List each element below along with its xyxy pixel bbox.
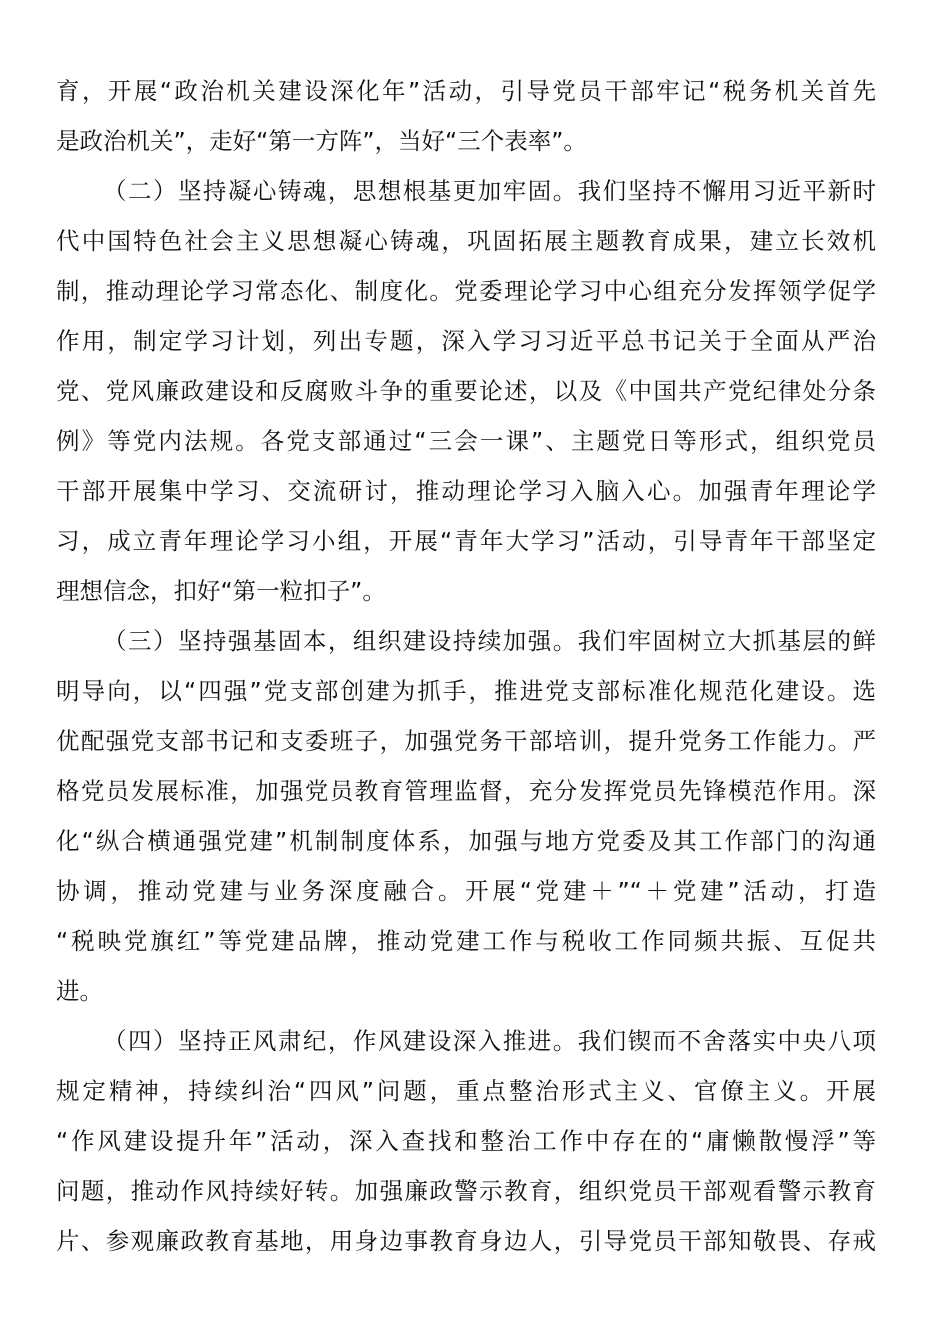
text-line: 片、参观廉政教育基地，用身边事教育身边人，引导党员干部知敬畏、存戒 [56, 1227, 876, 1255]
text-line: 作用，制定学习计划，列出专题，深入学习习近平总书记关于全面从严治 [56, 327, 876, 355]
text-line: 优配强党支部书记和支委班子，加强党务干部培训，提升党务工作能力。严 [56, 727, 876, 755]
text-line: （三）坚持强基固本，组织建设持续加强。我们牢固树立大抓基层的鲜 [103, 627, 876, 655]
paragraph-3 [56, 616, 876, 1016]
paragraph-4 [56, 1016, 876, 1266]
text-line: 代中国特色社会主义思想凝心铸魂，巩固拓展主题教育成果，建立长效机 [56, 227, 876, 255]
document-page [56, 66, 876, 1266]
text-line: 育，开展“政治机关建设深化年”活动，引导党员干部牢记“税务机关首先 [56, 77, 876, 105]
text-line: （四）坚持正风肃纪，作风建设深入推进。我们锲而不舍落实中央八项 [103, 1027, 876, 1055]
text-line: “税映党旗红”等党建品牌，推动党建工作与税收工作同频共振、互促共 [56, 927, 876, 955]
text-line: 格党员发展标准，加强党员教育管理监督，充分发挥党员先锋模范作用。深 [56, 777, 876, 805]
text-line: 进。 [56, 977, 103, 1005]
text-line: 化“纵合横通强党建”机制制度体系，加强与地方党委及其工作部门的沟通 [56, 827, 876, 855]
text-line: 规定精神，持续纠治“四风”问题，重点整治形式主义、官僚主义。开展 [56, 1077, 876, 1105]
text-line: 例》等党内法规。各党支部通过“三会一课”、主题党日等形式，组织党员 [56, 427, 876, 455]
text-line: 问题，推动作风持续好转。加强廉政警示教育，组织党员干部观看警示教育 [56, 1177, 876, 1205]
text-line: 协调，推动党建与业务深度融合。开展“党建＋”“＋党建”活动，打造 [56, 877, 876, 905]
paragraph-1 [56, 66, 876, 166]
text-line: 习，成立青年理论学习小组，开展“青年大学习”活动，引导青年干部坚定 [56, 527, 876, 555]
text-line: 是政治机关”，走好“第一方阵”，当好“三个表率”。 [56, 127, 587, 155]
text-line: 明导向，以“四强”党支部创建为抓手，推进党支部标准化规范化建设。选 [56, 677, 876, 705]
text-line: 制，推动理论学习常态化、制度化。党委理论学习中心组充分发挥领学促学 [56, 277, 876, 305]
text-line: 理想信念，扣好“第一粒扣子”。 [56, 577, 386, 605]
paragraph-2 [56, 166, 876, 616]
text-line: 干部开展集中学习、交流研讨，推动理论学习入脑入心。加强青年理论学 [56, 477, 876, 505]
text-line: “作风建设提升年”活动，深入查找和整治工作中存在的“庸懒散慢浮”等 [56, 1127, 876, 1155]
text-line: （二）坚持凝心铸魂，思想根基更加牢固。我们坚持不懈用习近平新时 [103, 177, 876, 205]
text-line: 党、党风廉政建设和反腐败斗争的重要论述，以及《中国共产党纪律处分条 [56, 377, 876, 405]
